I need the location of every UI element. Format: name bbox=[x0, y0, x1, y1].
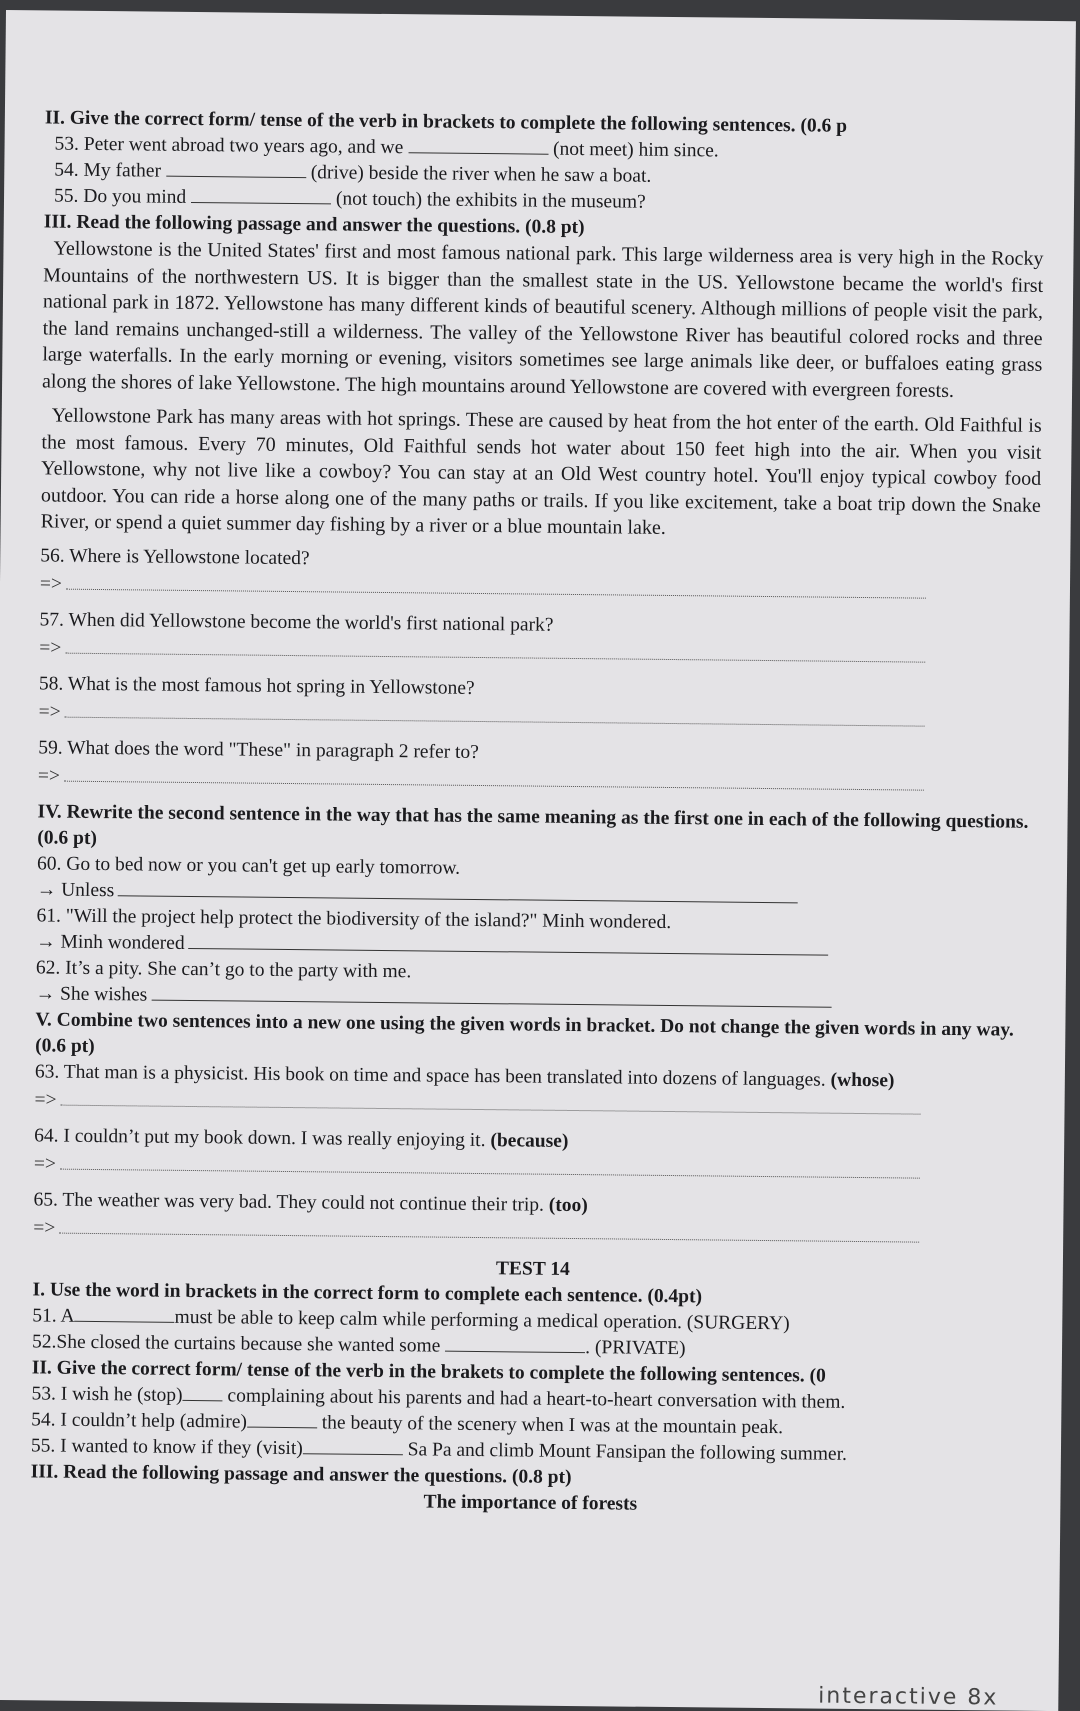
q51-text: 51. A bbox=[32, 1304, 75, 1327]
handwritten-note: interactive 8x bbox=[818, 1683, 999, 1711]
q54-blank[interactable] bbox=[166, 175, 306, 178]
passage-title: The importance of forests bbox=[423, 1490, 638, 1515]
q51-blank[interactable] bbox=[75, 1319, 175, 1322]
arrow-text: => bbox=[34, 1088, 57, 1111]
question-59: 59. What does the word "These" in paragraph 2 refer to? bbox=[38, 736, 479, 763]
q53-blank[interactable] bbox=[183, 1398, 223, 1400]
arrow-text: => bbox=[33, 1216, 56, 1239]
q65-hint: (too) bbox=[548, 1194, 588, 1216]
dotted-line bbox=[59, 1231, 919, 1242]
dotted-line bbox=[66, 587, 926, 598]
dotted-line bbox=[65, 715, 925, 726]
answer-line bbox=[118, 894, 798, 903]
dotted-line bbox=[65, 651, 925, 662]
section-5-heading: V. Combine two sentences into a new one using the given words in bracket. Do not change the given words in any way. (0.6 pt) bbox=[35, 1008, 1014, 1057]
q55-rest: Sa Pa and climb Mount Fansipan the following summer. bbox=[407, 1438, 848, 1465]
q55-verb: (not touch) the exhibits in the museum? bbox=[335, 188, 646, 213]
dotted-line bbox=[60, 1167, 920, 1178]
q54-text: 54. My father bbox=[54, 159, 162, 182]
q61-prompt: → Minh wondered bbox=[36, 930, 185, 954]
passage-paragraph-1: Yellowstone is the United States' first and most famous national park. This large wilderness area is very high in the Rocky Mountains of the northwestern US. It is bigger than the smallest state in the US. Yellowstone became the world's first national park in 1872. Yellowstone has many different kinds of beautiful scenery. Although millions of people visit the park, the land remains unchanged-still a wilderness. The valley of the Yellowstone River has beautiful colored rocks and three large waterfalls. In the early morning or evening, visitors sometimes see large animals like deer, or buffaloes eating grass along the shores of lake Yellowstone. The high mountains around Yellowstone are covered with evergreen forests. bbox=[42, 237, 1044, 402]
dotted-line bbox=[61, 1103, 921, 1114]
section-4-heading: IV. Rewrite the second sentence in the way that has the same meaning as the first one in each of the following questions. (0.6 pt) bbox=[37, 800, 1029, 849]
dotted-line bbox=[64, 779, 924, 790]
passage-paragraph-2: Yellowstone Park has many areas with hot springs. These are caused by heat from the hot enter of the earth. Old Faithful is the most famous. Every 70 minutes, Old Faithful sends hot water about 150 feet high into the air. When you visit Yellowstone, why not live like a cowboy? You can stay at an Old West country hotel. You'll enjoy typical cowboy food outdoor. You can ride a horse along one of the many paths or trails. If you like excitement, take a boat trip down the Snake River, or spend a quiet summer day fishing by a river or a blue mountain lake. bbox=[40, 404, 1042, 539]
arrow-text: => bbox=[38, 700, 61, 723]
answer-line bbox=[189, 946, 829, 955]
q52-text: 52.She closed the curtains because she wanted some bbox=[31, 1330, 441, 1357]
arrow-text: => bbox=[37, 764, 61, 787]
q54-blank[interactable] bbox=[247, 1425, 317, 1428]
q55-blank[interactable] bbox=[303, 1452, 403, 1455]
arrow-text: => bbox=[33, 1152, 57, 1175]
arrow-text: => bbox=[39, 572, 63, 595]
q55-text: 55. Do you mind bbox=[53, 185, 187, 208]
q64-hint: (because) bbox=[490, 1129, 569, 1152]
section-2-heading: II. Give the correct form/ tense of the verb in brackets to complete the following sentences. (0.6 p bbox=[44, 107, 848, 137]
q54-rest: the beauty of the scenery when I was at the mountain peak. bbox=[321, 1411, 784, 1438]
q53-rest: complaining about his parents and had a heart-to-heart conversation with them. bbox=[227, 1384, 846, 1413]
test-14-title: TEST 14 bbox=[495, 1257, 570, 1280]
arrow-text: => bbox=[39, 636, 62, 659]
test14-section-1-heading: I. Use the word in brackets in the correct form to complete each sentence. (0.4pt) bbox=[32, 1278, 703, 1307]
q53-text: 53. I wish he (stop) bbox=[31, 1382, 183, 1406]
question-58: 58. What is the most famous hot spring in Yellowstone? bbox=[38, 672, 475, 699]
worksheet-page bbox=[0, 10, 1076, 1711]
question-62: 62. It’s a pity. She can’t go to the party with me. bbox=[35, 956, 412, 982]
q63-hint: (whose) bbox=[830, 1069, 895, 1091]
question-56: 56. Where is Yellowstone located? bbox=[40, 544, 310, 569]
question-61: 61. "Will the project help protect the biodiversity of the island?" Minh wondered. bbox=[36, 904, 672, 933]
test14-section-3-heading: III. Read the following passage and answer the questions. (0.8 pt) bbox=[30, 1460, 572, 1488]
q54-verb: (drive) beside the river when he saw a boat. bbox=[310, 162, 652, 187]
q51-rest: must be able to keep calm while performing a medical operation. (SURGERY) bbox=[174, 1306, 790, 1334]
question-57: 57. When did Yellowstone become the world's first national park? bbox=[39, 608, 554, 636]
answer-line bbox=[151, 998, 831, 1007]
q53-blank[interactable] bbox=[408, 151, 548, 154]
q60-prompt: → Unless bbox=[36, 878, 115, 901]
question-60: 60. Go to bed now or you can't get up early tomorrow. bbox=[36, 852, 461, 879]
worksheet-content bbox=[30, 105, 1045, 1521]
q63-text: 63. That man is a physicist. His book on time and space has been translated into dozens of languages. bbox=[34, 1060, 826, 1091]
q62-prompt: → She wishes bbox=[35, 982, 148, 1006]
q53-text: 53. Peter went abroad two years ago, and we bbox=[54, 133, 404, 159]
q52-rest: . (PRIVATE) bbox=[585, 1336, 686, 1359]
q52-blank[interactable] bbox=[445, 1349, 585, 1352]
q55-text: 55. I wanted to know if they (visit) bbox=[30, 1434, 303, 1459]
q55-blank[interactable] bbox=[191, 201, 331, 204]
test14-section-2-heading: II. Give the correct form/ tense of the verb in the brakets to complete the following sentences. (0 bbox=[31, 1356, 826, 1387]
section-3-heading: III. Read the following passage and answer the questions. (0.8 pt) bbox=[43, 211, 585, 239]
q65-text: 65. The weather was very bad. They could not continue their trip. bbox=[33, 1188, 545, 1216]
q53-verb: (not meet) him since. bbox=[552, 138, 719, 162]
q64-text: 64. I couldn’t put my book down. I was really enjoying it. bbox=[34, 1124, 486, 1151]
q54-text: 54. I couldn’t help (admire) bbox=[31, 1408, 248, 1433]
